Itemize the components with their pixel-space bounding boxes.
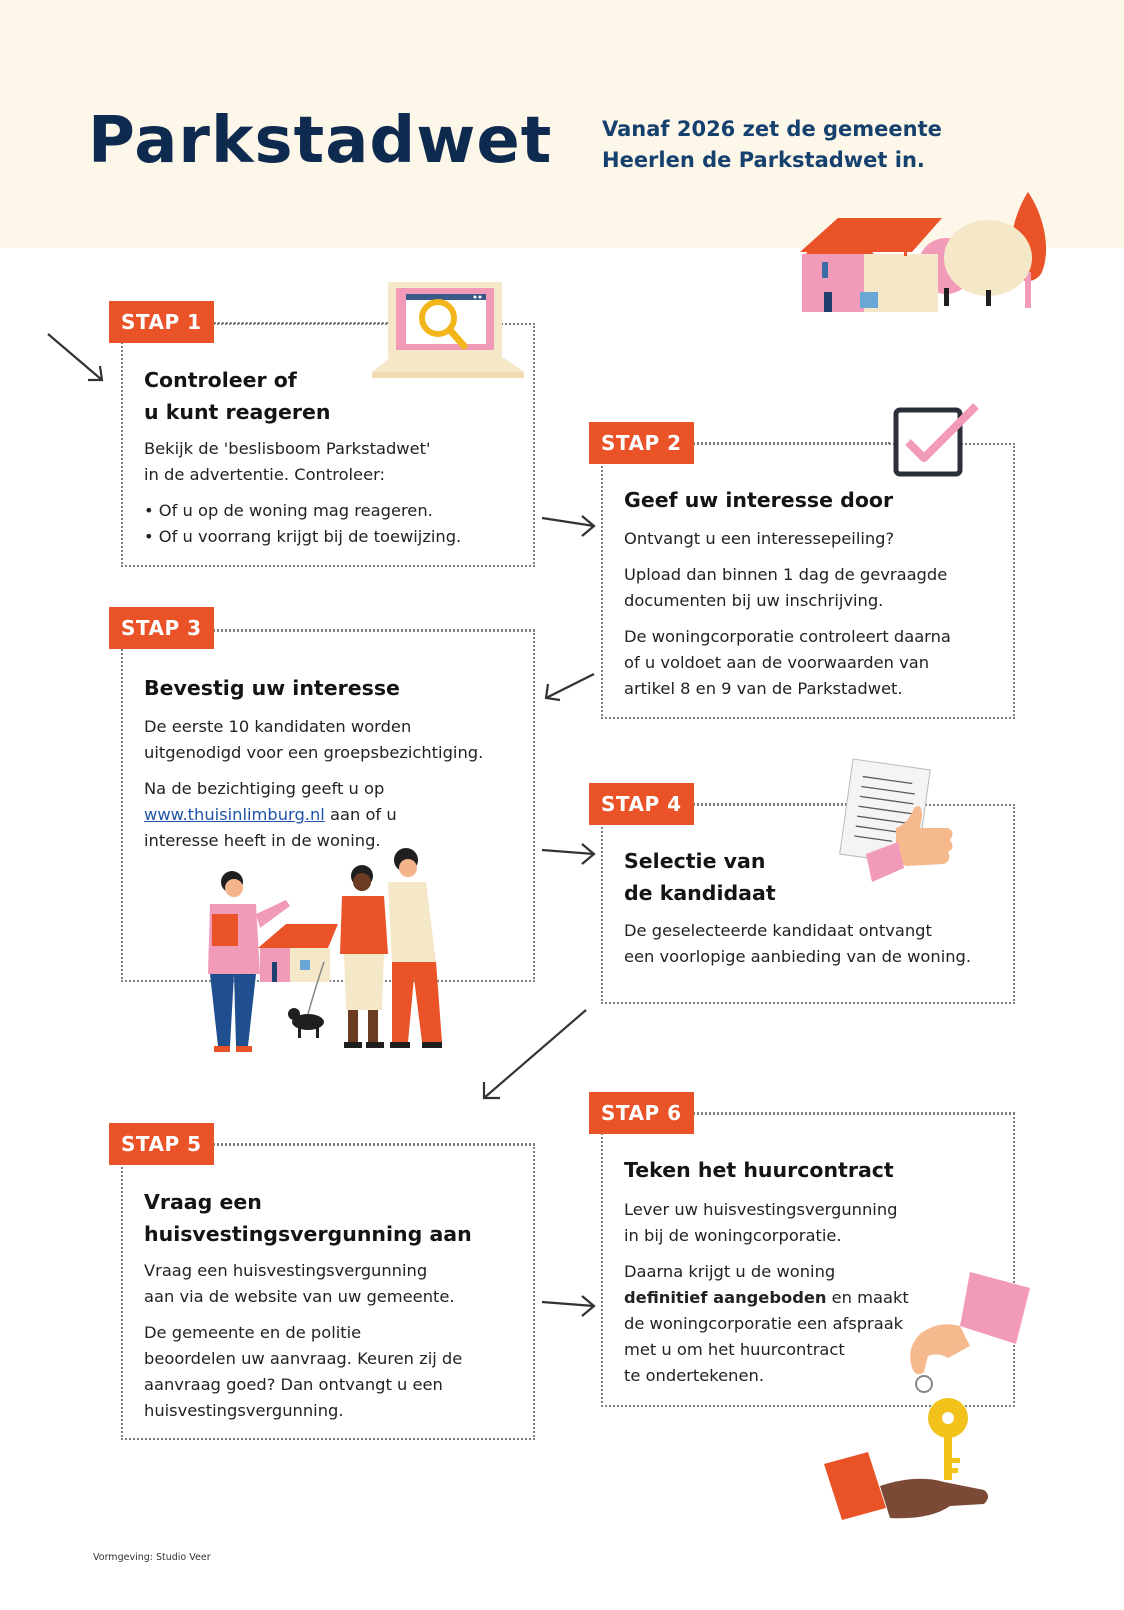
arrow-step4-to-step5 [478, 1006, 590, 1102]
step-6-leader [686, 1112, 1015, 1114]
step-2-p3 [624, 624, 1004, 702]
houses-trees-illustration [800, 192, 1070, 317]
key-handover-illustration [820, 1268, 1046, 1530]
step-1-intro [144, 436, 524, 488]
text-line: De gemeente en de politie [144, 1323, 362, 1342]
text-line: Vraag een huisvestingsvergunning [144, 1261, 428, 1280]
page-title: Parkstadwet [88, 104, 553, 178]
text-line: artikel 8 en 9 van de Parkstadwet. [624, 679, 903, 698]
text-line: in bij de woningcorporatie. [624, 1226, 842, 1245]
step-4-title [624, 845, 776, 909]
text-line: interesse heeft in de woning. [144, 831, 381, 850]
step-1-body [144, 436, 524, 550]
step-3-title: Bevestig uw interesse [144, 676, 400, 700]
step-6-badge: STAP 6 [589, 1092, 694, 1134]
step-1-badge: STAP 1 [109, 301, 214, 343]
step-2-leader [690, 442, 890, 444]
step-4-badge: STAP 4 [589, 783, 694, 825]
arrow-step2-to-step3 [540, 670, 598, 704]
group-viewing-illustration [190, 862, 460, 1076]
subtitle-line: Vanaf 2026 zet de gemeente [602, 117, 942, 141]
text-line: te ondertekenen. [624, 1366, 764, 1385]
step-3-leader [206, 629, 535, 631]
text-line: De geselecteerde kandidaat ontvangt [624, 921, 932, 940]
text-line: beoordelen uw aanvraag. Keuren zij de [144, 1349, 463, 1368]
step-1-title-line: Controleer of [144, 368, 297, 392]
step-5-body [144, 1258, 529, 1434]
document-thumbs-up-icon [836, 758, 968, 890]
checkbox-check-icon [892, 402, 982, 478]
text-line: of u voldoet aan de voorwaarden van [624, 653, 930, 672]
step-6-title: Teken het huurcontract [624, 1158, 894, 1182]
step-3-badge: STAP 3 [109, 607, 214, 649]
laptop-search-icon [372, 280, 524, 382]
arrow-step1-to-step2 [540, 510, 598, 540]
design-credit: Vormgeving: Studio Veer [93, 1552, 211, 1563]
text-line: Daarna krijgt u de woning [624, 1262, 836, 1281]
text-line: De eerste 10 kandidaten worden [144, 717, 412, 736]
text-line: aanvraag goed? Dan ontvangt u een [144, 1375, 443, 1394]
text-line: documenten bij uw inschrijving. [624, 591, 884, 610]
text-line: Lever uw huisvestingsvergunning [624, 1200, 898, 1219]
text-line: aan of u [324, 805, 397, 824]
text-line: De woningcorporatie controleert daarna [624, 627, 951, 646]
step-5-title-line: huisvestingsvergunning aan [144, 1222, 472, 1246]
text-line: en maakt [826, 1288, 909, 1307]
arrow-step3-to-step4 [540, 840, 598, 870]
step-1-title [144, 364, 331, 428]
text-line: huisvestingsvergunning. [144, 1401, 344, 1420]
step-5-badge: STAP 5 [109, 1123, 214, 1165]
text-line: in de advertentie. Controleer: [144, 465, 385, 484]
step-3-p1 [144, 714, 529, 766]
text-line: de woningcorporatie een afspraak [624, 1314, 904, 1333]
text-line: een voorlopige aanbieding van de woning. [624, 947, 972, 966]
text-line: Upload dan binnen 1 dag de gevraagde [624, 565, 948, 584]
step-3-p2 [144, 776, 529, 854]
entry-arrow [44, 330, 108, 386]
step-5-title-line: Vraag een [144, 1190, 262, 1214]
subtitle-line: Heerlen de Parkstadwet in. [602, 148, 925, 172]
step-2-badge: STAP 2 [589, 422, 694, 464]
step-5-p1 [144, 1258, 529, 1310]
step-2-p1: Ontvangt u een interessepeiling? [624, 529, 895, 548]
emphasis-text: definitief aangeboden [624, 1288, 827, 1307]
text-line: uitgenodigd voor een groepsbezichtiging. [144, 743, 484, 762]
step-4-body [624, 918, 1009, 980]
list-item: • Of u voorrang krijgt bij de toewijzing. [144, 524, 524, 550]
page-subtitle [602, 114, 1002, 176]
step-1-title-line: u kunt reageren [144, 400, 331, 424]
arrow-step5-to-step6 [540, 1292, 598, 1322]
step-2-title: Geef uw interesse door [624, 488, 894, 512]
step-5-p2 [144, 1320, 529, 1424]
step-4-title-line: de kandidaat [624, 881, 776, 905]
step-5-title [144, 1186, 472, 1250]
text-line: met u om het huurcontract [624, 1340, 845, 1359]
text-line: aan via de website van uw gemeente. [144, 1287, 455, 1306]
list-item: • Of u op de woning mag reageren. [144, 498, 524, 524]
step-4-title-line: Selectie van [624, 849, 766, 873]
step-2-body [624, 526, 1004, 712]
text-line: Bekijk de 'beslisboom Parkstadwet' [144, 439, 431, 458]
step-6-p1 [624, 1197, 944, 1249]
thuisinlimburg-link[interactable]: www.thuisinlimburg.nl [144, 805, 325, 824]
step-4-leader [690, 803, 850, 805]
step-1-bullets [144, 498, 524, 550]
text-line: Na de bezichtiging geeft u op [144, 779, 385, 798]
step-3-body [144, 714, 529, 864]
step-5-leader [206, 1143, 535, 1145]
step-4-p1 [624, 918, 1009, 970]
step-1-leader [205, 322, 388, 324]
step-2-p2 [624, 562, 1004, 614]
